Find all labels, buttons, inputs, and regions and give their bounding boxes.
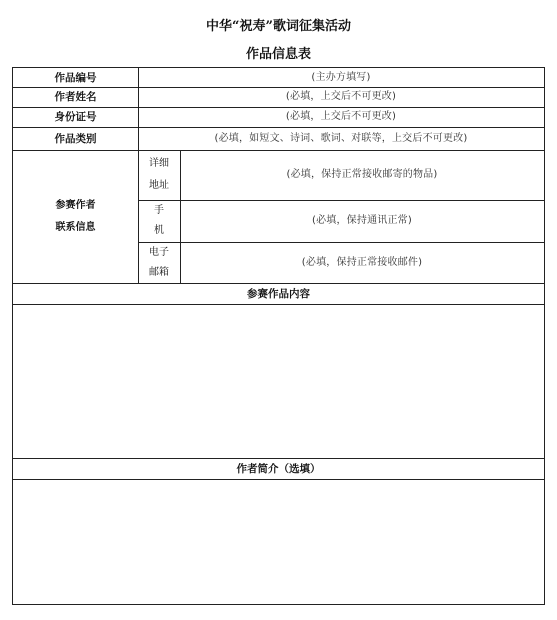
work-number-label: 作品编号 <box>54 71 97 84</box>
email-label <box>138 242 180 283</box>
email-label-line2: 邮箱 <box>149 266 169 278</box>
work-category-label: 作品类别 <box>54 132 97 145</box>
address-label-line2: 地址 <box>149 180 169 191</box>
author-name-label: 作者姓名 <box>54 91 97 103</box>
address-field[interactable]: (必填，保持正常接收邮寄的物品) <box>286 169 438 180</box>
address-label <box>138 150 180 200</box>
phone-field[interactable]: (必填，保持通讯正常) <box>311 215 412 226</box>
info-table <box>12 67 545 605</box>
work-content-header: 参赛作品内容 <box>247 287 310 300</box>
phone-label <box>138 200 180 242</box>
contact-info-label-line2: 联系信息 <box>55 221 96 233</box>
phone-label-line1: 手 <box>154 205 164 216</box>
author-intro-header: 作者简介（选填） <box>236 462 321 475</box>
work-category-field[interactable]: (必填，如短文、诗词、歌词、对联等，上交后不可更改) <box>214 132 468 144</box>
work-content-area[interactable] <box>13 304 544 458</box>
document-subtitle: 作品信息表 <box>245 47 311 62</box>
contact-info-label <box>13 150 138 283</box>
author-name-field[interactable]: (必填，上交后不可更改) <box>285 91 397 102</box>
id-number-label: 身份证号 <box>54 111 97 123</box>
work-number-field[interactable]: (主办方填写) <box>311 71 371 83</box>
contact-info-label-line1: 参赛作者 <box>55 199 96 211</box>
address-label-line1: 详细 <box>149 158 169 169</box>
email-field[interactable]: (必填，保持正常接收邮件) <box>301 256 423 268</box>
author-intro-area[interactable] <box>13 479 544 604</box>
id-number-field[interactable]: (必填，上交后不可更改) <box>285 111 397 122</box>
phone-label-line2: 机 <box>154 225 164 236</box>
document-title: 中华“祝寿”歌词征集活动 <box>206 19 351 34</box>
email-label-line1: 电子 <box>149 246 169 258</box>
